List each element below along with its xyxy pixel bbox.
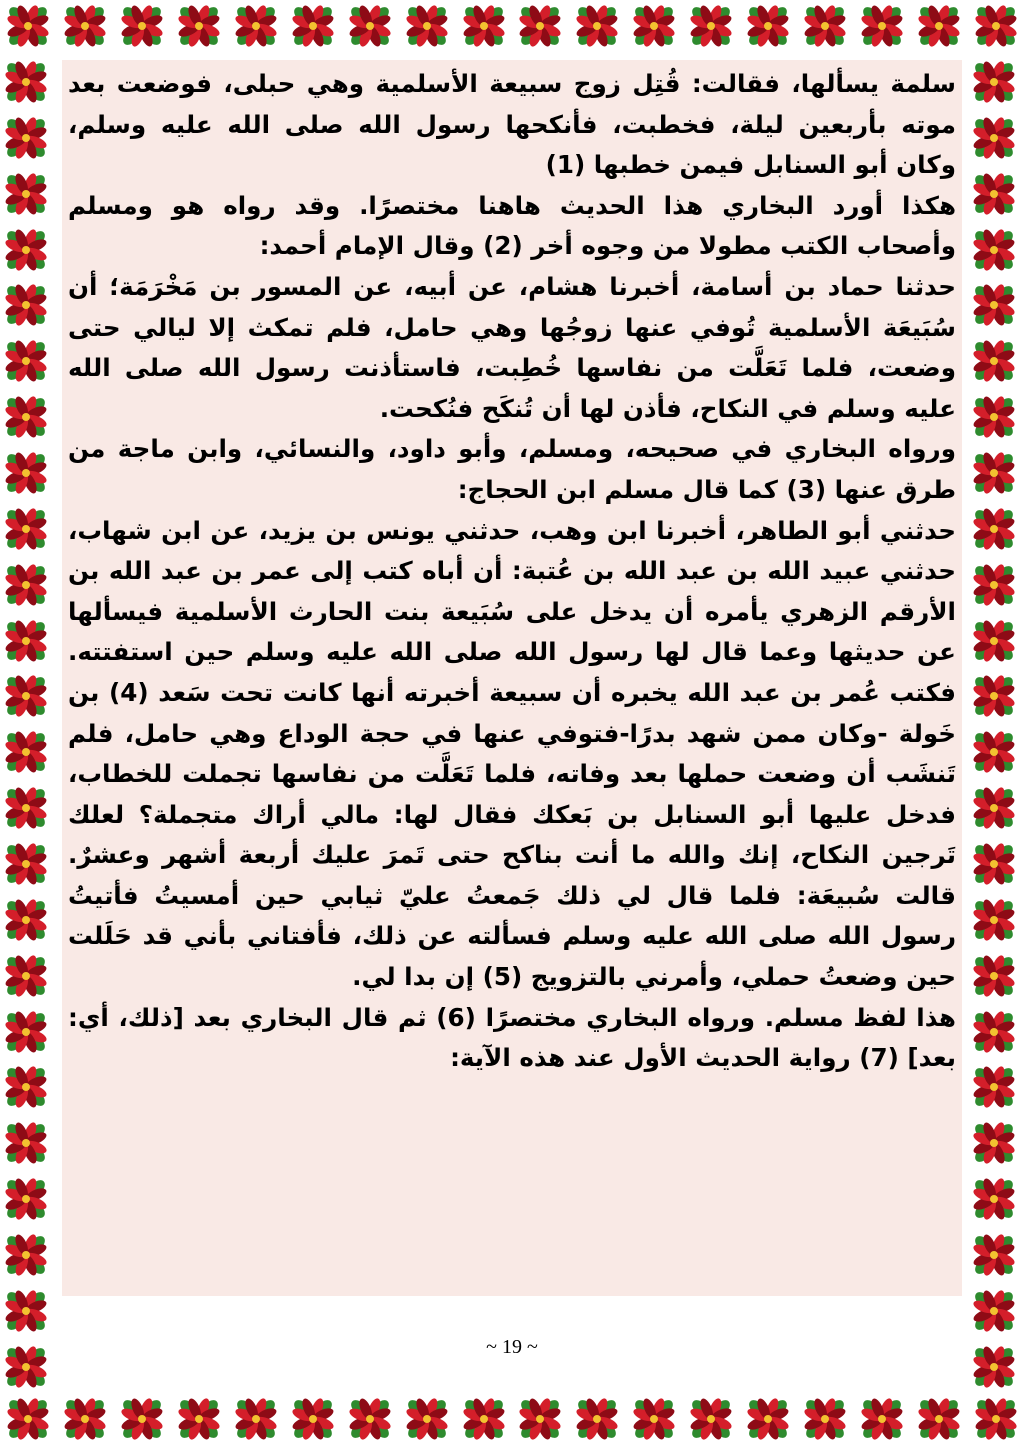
poinsettia-icon (287, 0, 339, 52)
poinsettia-icon (0, 447, 52, 499)
poinsettia-icon (628, 0, 680, 52)
poinsettia-icon (514, 1393, 566, 1445)
poinsettia-icon (968, 838, 1020, 890)
poinsettia-icon (968, 1173, 1020, 1225)
poinsettia-icon (685, 0, 737, 52)
poinsettia-icon (458, 1393, 510, 1445)
poinsettia-icon (0, 1006, 52, 1058)
poinsettia-icon (287, 1393, 339, 1445)
poinsettia-icon (968, 1285, 1020, 1337)
poinsettia-icon (116, 0, 168, 52)
poinsettia-icon (0, 1341, 52, 1393)
poinsettia-icon (0, 279, 52, 331)
poinsettia-icon (0, 503, 52, 555)
decorative-border-left (0, 56, 56, 1393)
poinsettia-icon (173, 0, 225, 52)
poinsettia-icon (401, 1393, 453, 1445)
poinsettia-icon (968, 112, 1020, 164)
poinsettia-icon (970, 1393, 1022, 1445)
poinsettia-icon (0, 782, 52, 834)
poinsettia-icon (742, 0, 794, 52)
poinsettia-icon (970, 0, 1022, 52)
poinsettia-icon (856, 0, 908, 52)
paragraph: حدثنا حماد بن أسامة، أخبرنا هشام، عن أبيه، عن المسور بن مَخْرَمَة؛ أن سُبَيعَة الأسلمية تُوفي عنها زوجُها وهي حامل، فلم تمكث إلا ليالي حتى وضعت، فلما تَعَلَّت من نفاسها خُطِبت، فاستأذنت رسول الله صلى الله عليه وسلم في النكاح، فأذن لها أن تُنكَح فنُكحت. (68, 271, 956, 423)
poinsettia-icon (0, 950, 52, 1002)
poinsettia-icon (458, 0, 510, 52)
poinsettia-icon (173, 1393, 225, 1445)
poinsettia-icon (2, 0, 54, 52)
paragraph: سلمة يسألها، فقالت: قُتِل زوج سبيعة الأسلمية وهي حبلى، فوضعت بعد موته بأربعين ليلة، فخطبت، فأنكحها رسول الله صلى الله عليه وسلم، وكان أبو السنابل فيمن خطبها (1) (68, 69, 956, 180)
decorative-border-top (0, 0, 1024, 56)
poinsettia-icon (571, 1393, 623, 1445)
poinsettia-icon (968, 503, 1020, 555)
poinsettia-icon (230, 0, 282, 52)
decorative-border-bottom (0, 1393, 1024, 1449)
poinsettia-icon (968, 56, 1020, 108)
poinsettia-icon (913, 0, 965, 52)
poinsettia-icon (968, 279, 1020, 331)
poinsettia-icon (0, 615, 52, 667)
poinsettia-icon (968, 1341, 1020, 1393)
poinsettia-icon (968, 670, 1020, 722)
poinsettia-icon (344, 0, 396, 52)
body-text (62, 64, 962, 1294)
poinsettia-icon (968, 447, 1020, 499)
poinsettia-icon (571, 0, 623, 52)
poinsettia-icon (968, 950, 1020, 1002)
paragraph: حدثني أبو الطاهر، أخبرنا ابن وهب، حدثني يونس بن يزيد، عن ابن شهاب، حدثني عبيد الله بن عبد الله بن عُتبة: أن أباه كتب إلى عمر بن عبد الله بن الأرقم الزهري يأمره أن يدخل على سُبَيعة بنت الحارث الأسلمية فيسألها عن حديثها وعما قال لها رسول الله صلى الله عليه وسلم حين استفتته. فكتب عُمر بن عبد الله يخبره أن سبيعة أخبرته أنها كانت تحت سَعد (4) بن خَولة -وكان ممن شهد بدرًا-فتوفي عنها في حجة الوداع وهي حامل، فلم تَنشَب أن وضعت حملها بعد وفاته، فلما تَعَلَّت من نفاسها تجملت للخطاب، فدخل عليها أبو السنابل بن بَعكك فقال لها: مالي أراك متجملة؟ لعلك تَرجين النكاح، إنك والله ما أنت بناكح حتى تَمرَ عليك أربعة أشهر وعشرٌ. قالت سُبيعَة: فلما قال لي ذلك جَمعتُ عليّ ثيابي حين أمسيتُ فأتيتُ رسول الله صلى الله عليه وسلم فسألته عن ذلك، فأفتاني بأني قد حَلَلت حين وضعتُ حملي، وأمرني بالتزويج (5) إن بدا لي. (68, 515, 956, 992)
poinsettia-icon (2, 1393, 54, 1445)
poinsettia-icon (968, 1061, 1020, 1113)
poinsettia-icon (401, 0, 453, 52)
poinsettia-icon (0, 838, 52, 890)
poinsettia-icon (968, 894, 1020, 946)
poinsettia-icon (799, 1393, 851, 1445)
poinsettia-icon (968, 1117, 1020, 1169)
poinsettia-icon (0, 670, 52, 722)
poinsettia-icon (968, 559, 1020, 611)
poinsettia-icon (968, 1006, 1020, 1058)
poinsettia-icon (0, 1061, 52, 1113)
poinsettia-icon (628, 1393, 680, 1445)
poinsettia-icon (0, 1117, 52, 1169)
poinsettia-icon (968, 224, 1020, 276)
poinsettia-icon (0, 391, 52, 443)
poinsettia-icon (0, 726, 52, 778)
poinsettia-icon (59, 1393, 111, 1445)
poinsettia-icon (742, 1393, 794, 1445)
poinsettia-icon (0, 335, 52, 387)
poinsettia-icon (0, 224, 52, 276)
paragraph: ورواه البخاري في صحيحه، ومسلم، وأبو داود، والنسائي، وابن ماجة من طرق عنها (3) كما قال مسلم ابن الحجاج: (68, 434, 956, 504)
poinsettia-icon (799, 0, 851, 52)
decorative-border-right (968, 56, 1024, 1393)
poinsettia-icon (968, 782, 1020, 834)
poinsettia-icon (230, 1393, 282, 1445)
poinsettia-icon (59, 0, 111, 52)
poinsettia-icon (968, 168, 1020, 220)
poinsettia-icon (685, 1393, 737, 1445)
poinsettia-icon (0, 1285, 52, 1337)
paragraph: هكذا أورد البخاري هذا الحديث هاهنا مختصرًا. وقد رواه هو ومسلم وأصحاب الكتب مطولا من وجوه أخر (2) وقال الإمام أحمد: (68, 190, 956, 261)
poinsettia-icon (913, 1393, 965, 1445)
poinsettia-icon (514, 0, 566, 52)
poinsettia-icon (0, 112, 52, 164)
poinsettia-icon (344, 1393, 396, 1445)
poinsettia-icon (968, 726, 1020, 778)
paragraph: هذا لفظ مسلم. ورواه البخاري مختصرًا (6) ثم قال البخاري بعد [ذلك، أي: بعد] (7) رواية الحديث الأول عند هذه الآية: (68, 1002, 956, 1073)
poinsettia-icon (0, 1173, 52, 1225)
poinsettia-icon (116, 1393, 168, 1445)
poinsettia-icon (968, 391, 1020, 443)
poinsettia-icon (0, 1229, 52, 1281)
poinsettia-icon (968, 335, 1020, 387)
poinsettia-icon (0, 894, 52, 946)
page-number: ~ 19 ~ (486, 1336, 538, 1358)
poinsettia-icon (968, 1229, 1020, 1281)
poinsettia-icon (856, 1393, 908, 1445)
poinsettia-icon (0, 56, 52, 108)
poinsettia-icon (0, 559, 52, 611)
poinsettia-icon (968, 615, 1020, 667)
poinsettia-icon (0, 168, 52, 220)
